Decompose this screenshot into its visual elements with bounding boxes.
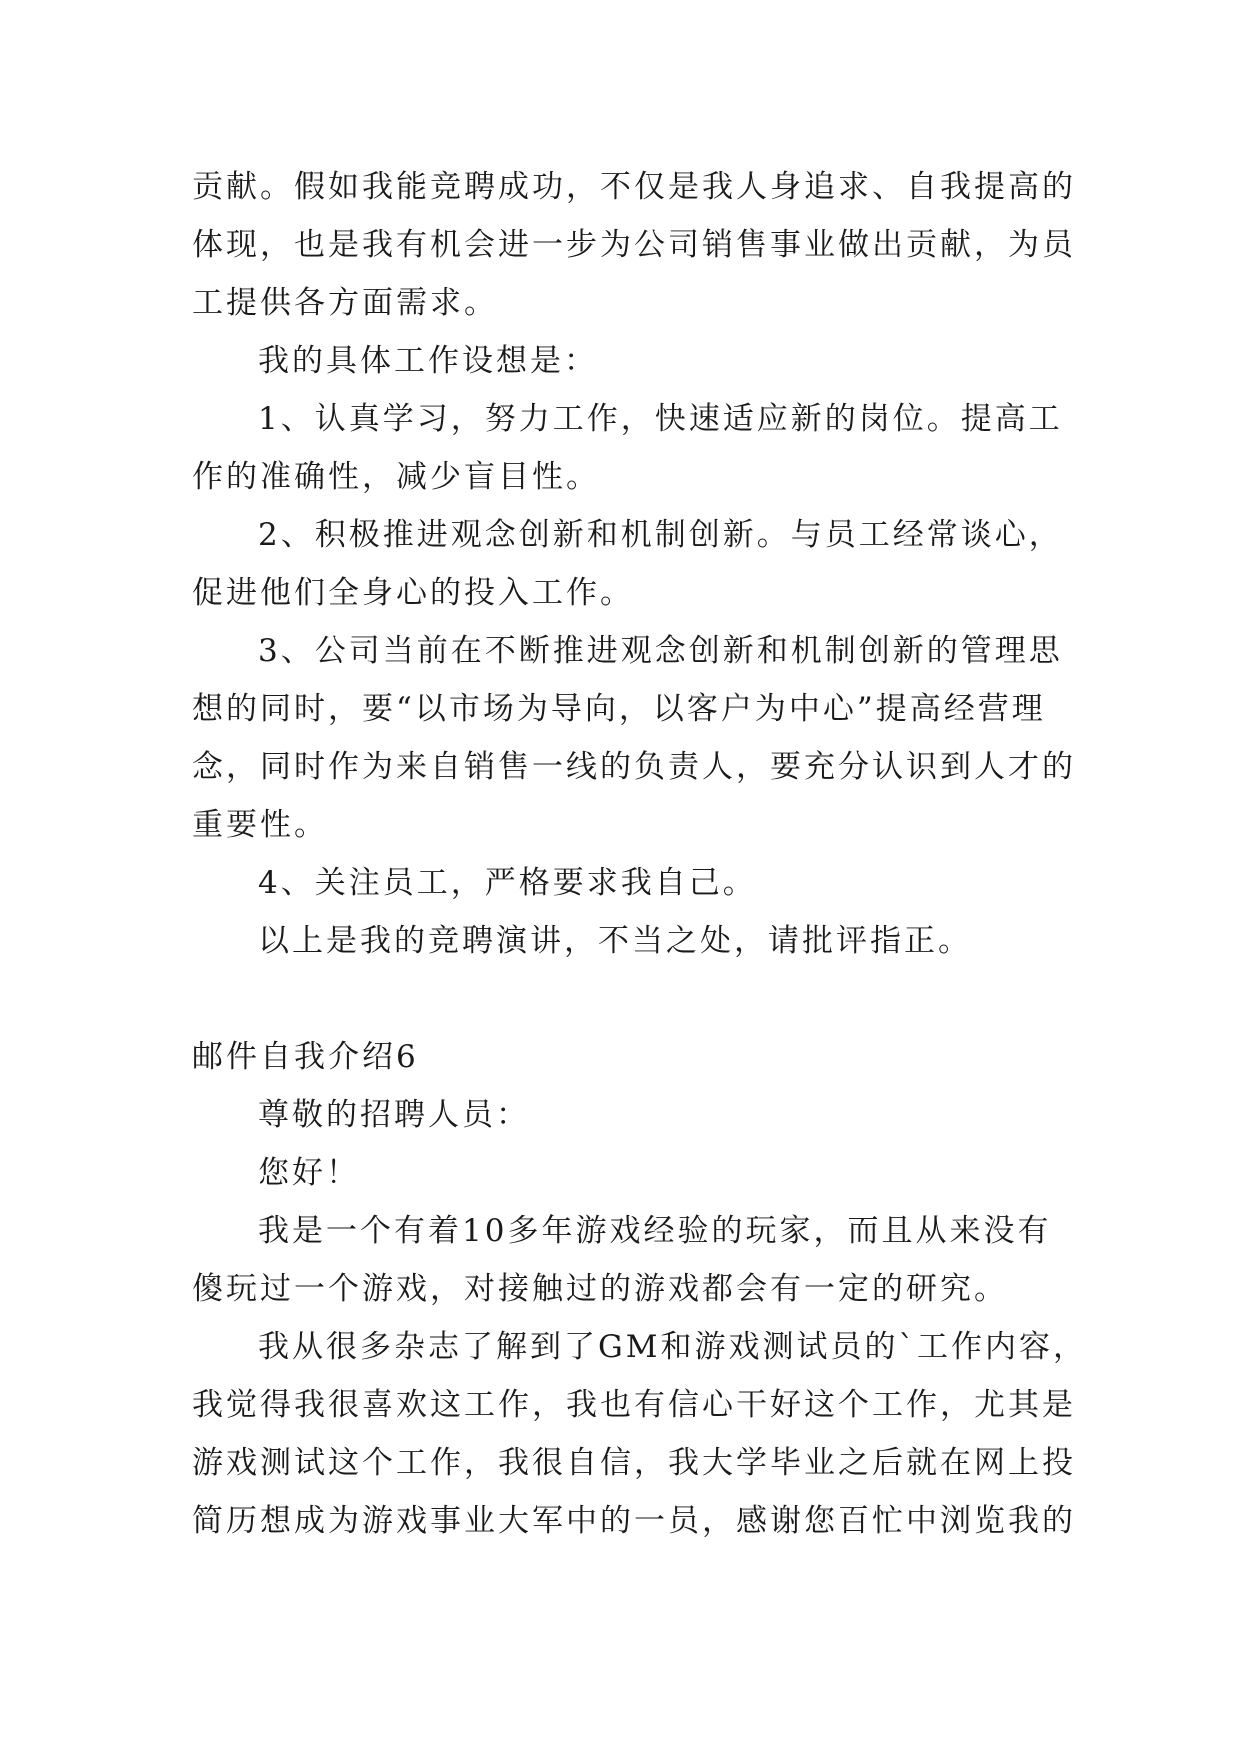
list-item-2: 2、积极推进观念创新和机制创新。与员工经常谈心， bbox=[258, 517, 1063, 553]
paragraph-line: 促进他们全身心的投入工作。 bbox=[192, 575, 634, 611]
greeting: 您好！ bbox=[258, 1155, 360, 1191]
paragraph-line: 我觉得我很喜欢这工作，我也有信心干好这个工作，尤其是 bbox=[192, 1387, 1076, 1423]
paragraph-line: 体现，也是我有机会进一步为公司销售事业做出贡献，为员 bbox=[192, 227, 1076, 263]
paragraph-line: 我的具体工作设想是： bbox=[258, 343, 598, 379]
salutation: 尊敬的招聘人员： bbox=[258, 1097, 530, 1133]
paragraph-line: 工提供各方面需求。 bbox=[192, 285, 498, 321]
list-item-1: 1、认真学习，努力工作，快速适应新的岗位。提高工 bbox=[258, 401, 1063, 437]
paragraph-line: 我从很多杂志了解到了GM和游戏测试员的`工作内容， bbox=[258, 1329, 1088, 1365]
section-1 bbox=[192, 158, 1076, 970]
closing-line: 以上是我的竞聘演讲，不当之处，请批评指正。 bbox=[258, 923, 972, 959]
section-2 bbox=[192, 1028, 1088, 1550]
document-page bbox=[192, 158, 1088, 1550]
paragraph-line: 贡献。假如我能竞聘成功，不仅是我人身追求、自我提高的 bbox=[192, 169, 1076, 205]
paragraph-line: 想的同时，要“以市场为导向，以客户为中心”提高经营理 bbox=[192, 691, 1046, 727]
paragraph-line: 我是一个有着10多年游戏经验的玩家，而且从来没有 bbox=[258, 1213, 1052, 1249]
paragraph-line: 重要性。 bbox=[192, 807, 328, 843]
paragraph-line: 作的准确性，减少盲目性。 bbox=[192, 459, 600, 495]
paragraph-line: 傻玩过一个游戏，对接触过的游戏都会有一定的研究。 bbox=[192, 1271, 1008, 1307]
section-title: 邮件自我介绍6 bbox=[192, 1039, 419, 1075]
list-item-3: 3、公司当前在不断推进观念创新和机制创新的管理思 bbox=[258, 633, 1063, 669]
paragraph-line: 游戏测试这个工作，我很自信，我大学毕业之后就在网上投 bbox=[192, 1445, 1076, 1481]
paragraph-line: 念，同时作为来自销售一线的负责人，要充分认识到人才的 bbox=[192, 749, 1076, 785]
paragraph-line: 简历想成为游戏事业大军中的一员，感谢您百忙中浏览我的 bbox=[192, 1503, 1076, 1539]
list-item-4: 4、关注员工，严格要求我自己。 bbox=[258, 865, 757, 901]
